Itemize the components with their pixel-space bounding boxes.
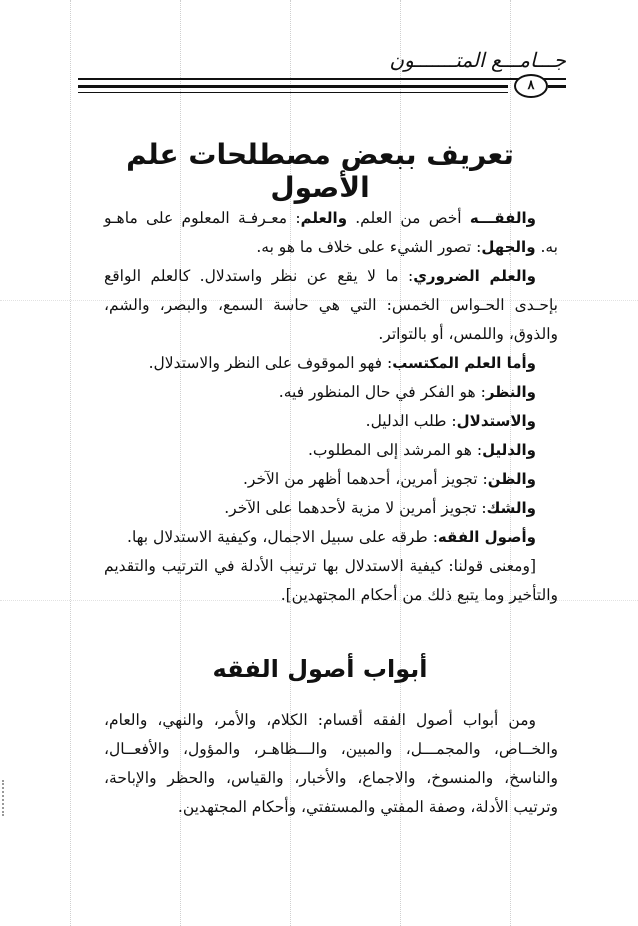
definition-text: : تصور الشيء على خلاف ما هو به. [256, 238, 482, 256]
running-title: جـــامـــع المتـــــــون [389, 48, 566, 72]
term: والفقـــه [469, 209, 536, 227]
text-line: ومن أبواب أصول الفقه أقسام: الكلام، والأمر، والنهي، والعام، [104, 711, 536, 729]
header-rule [78, 78, 566, 80]
scan-edge-mark [2, 780, 5, 816]
definition-text: بإحـدى الحـواس الخمس: التي هي حاسة السمع، والبصر، والشم، [104, 296, 558, 314]
definition-text: والذوق، واللمس، أو بالتواتر. [378, 325, 558, 343]
term: وأما العلم المكتسب [392, 354, 536, 372]
definition-text: : تجويز أمرين، أحدهما أظهر من الآخر. [242, 470, 488, 488]
definition-text: به. [535, 238, 558, 256]
section-heading-definitions: تعريف ببعض مصطلحات علم الأصول [126, 138, 514, 204]
text-line [104, 349, 558, 378]
definition-text: : هو الفكر في حال المنظور فيه. [278, 383, 486, 401]
text-line: والخــاص، والمجمـــل، والمبين، والـــظاهـر، والمؤول، والأفعــال، [104, 740, 558, 758]
term: والعلم [300, 209, 348, 227]
term: والعلم الضروري [413, 267, 536, 285]
header-rule-thick [78, 85, 508, 88]
scan-grid-line [70, 0, 71, 926]
definition-text: : طلب الدليل. [365, 412, 457, 430]
term: والجهل [481, 238, 536, 256]
definition-text: أخص من العلم. [347, 209, 470, 227]
text-line [104, 320, 558, 349]
definition-text: : معـرفـة المعلوم على ماهـو [104, 209, 301, 227]
text-line [104, 552, 558, 581]
text-line [104, 494, 558, 523]
definition-text: : هو المرشد إلى المطلوب. [308, 441, 483, 459]
definition-text: : طرقه على سبيل الاجمال، وكيفية الاستدلال بها. [127, 528, 438, 546]
definition-text: : ما لا يقع عن نظر واستدلال. كالعلم الواقع [104, 267, 414, 285]
chapters-paragraph [104, 706, 558, 822]
text-line [104, 581, 558, 610]
definitions-paragraph [104, 204, 558, 610]
text-line [104, 262, 558, 291]
term: والاستدلال [456, 412, 536, 430]
text-line: والناسخ، والمنسوخ، والاجماع، والأخبار، والقياس، والحظر والإباحة، [104, 769, 558, 787]
header-rule-thin [78, 92, 508, 93]
text-line [104, 523, 558, 552]
definition-text: : تجويز أمرين لا مزية لأحدهما على الآخر. [224, 499, 487, 517]
term: والشك [486, 499, 536, 517]
term: والنظر [485, 383, 536, 401]
term: والظن [487, 470, 536, 488]
text-line [104, 465, 558, 494]
page-header [78, 48, 566, 96]
section-heading-chapters: أبواب أصول الفقه [212, 655, 428, 683]
definition-text: : فهو الموقوف على النظر والاستدلال. [148, 354, 393, 372]
text-line [104, 407, 558, 436]
text-line [104, 233, 558, 262]
definition-text: والتأخير وما يتبع ذلك من أحكام المجتهدين]. [280, 586, 558, 604]
term: والدليل [482, 441, 536, 459]
text-line [104, 291, 558, 320]
text-line [104, 378, 558, 407]
definition-text: [ومعنى قولنا: كيفية الاستدلال بها ترتيب الأدلة في الترتيب والتقديم [104, 557, 536, 575]
text-line [104, 204, 558, 233]
text-line [104, 436, 558, 465]
term: وأصول الفقه [437, 528, 536, 546]
page-number: ٨ [514, 74, 548, 98]
header-rule-tail [548, 85, 566, 88]
text-line: وترتيب الأدلة، وصفة المفتي والمستفتي، وأحكام المجتهدين. [177, 798, 558, 816]
